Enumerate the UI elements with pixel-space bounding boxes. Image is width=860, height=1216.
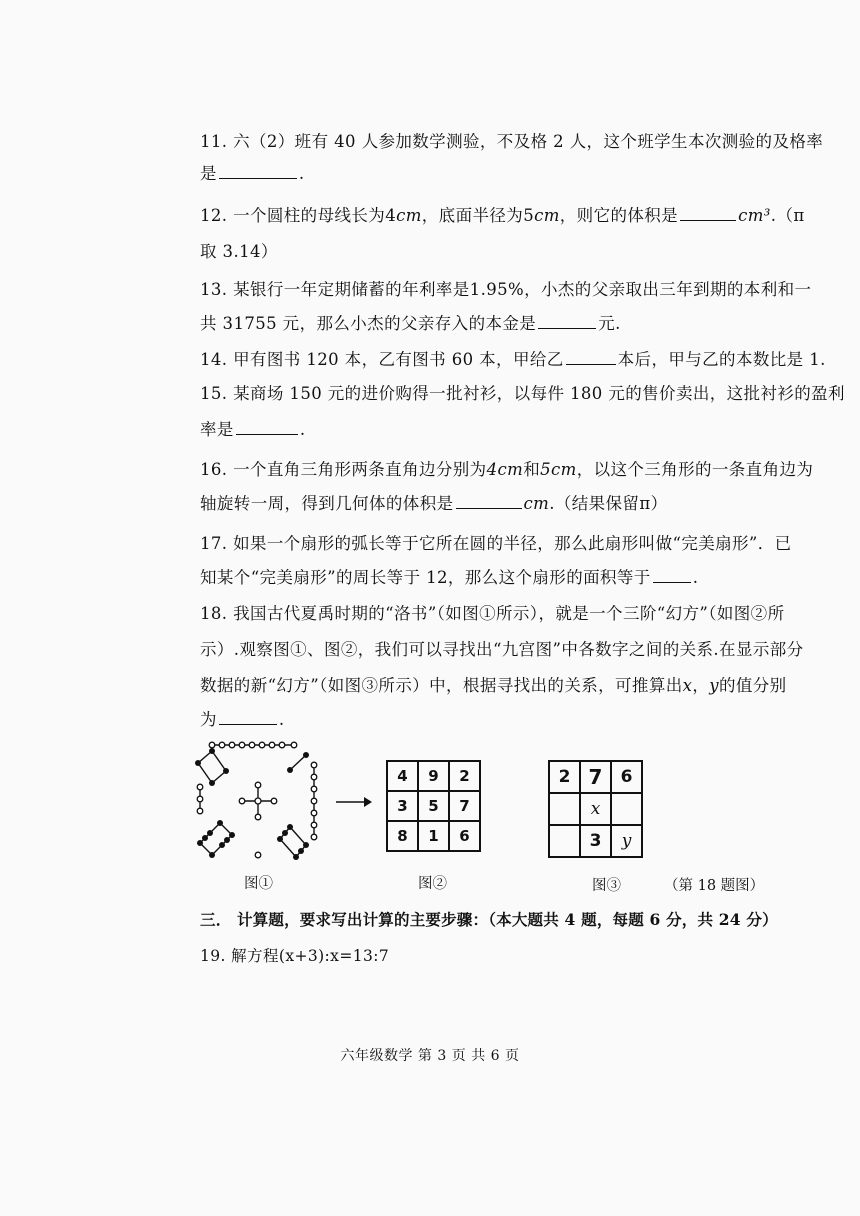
q18-var-x: x (682, 676, 693, 695)
grid-cell-x: x (580, 793, 611, 825)
grid-row (549, 825, 642, 857)
grid-cell: 7 (449, 791, 480, 821)
q12-mid: ，底面半径为 (421, 206, 524, 225)
q15-answer-blank (236, 418, 298, 436)
q14-answer-blank (566, 348, 616, 366)
q14-suffix: 本后，甲与乙的本数比是 1. (617, 350, 826, 369)
q12-prefix: 12. 一个圆柱的母线长为 (200, 206, 386, 225)
q16-and: 和 (523, 460, 541, 479)
q12-value1: 4 (385, 206, 397, 225)
q17-line2 (200, 564, 698, 588)
grid-cell: 6 (449, 821, 480, 851)
q11-answer-blank (219, 162, 297, 180)
magic-square-figure3 (548, 760, 643, 858)
q13-suffix: 元. (598, 314, 621, 333)
q15-suffix: . (299, 420, 306, 439)
q16-answer-blank (456, 492, 522, 510)
q16-leg2: 5cm (540, 460, 577, 479)
q17-prefix: 知某个“完美扇形”的周长等于 12，那么这个扇形的面积等于 (200, 568, 651, 587)
q15-line2 (200, 416, 305, 440)
q16-postfix: ，以这个三角形的一条直角边为 (576, 460, 814, 479)
grid-cell-y: y (611, 825, 642, 857)
grid-row (549, 793, 642, 825)
q13-line2 (200, 310, 621, 334)
q18-suffix: . (278, 710, 285, 729)
q16-line2 (200, 490, 667, 514)
grid-cell (549, 793, 580, 825)
q14-line (200, 346, 826, 370)
grid-row (387, 791, 480, 821)
q18-comma: ， (692, 676, 710, 695)
q18-line1: 18. 我国古代夏禹时期的“洛书”（如图①所示），就是一个三阶“幻方”（如图②所 (200, 604, 785, 623)
q12-line1 (200, 202, 805, 226)
q15-prefix: 率是 (200, 420, 234, 439)
grid-cell (611, 793, 642, 825)
q12-unit2: cm (534, 206, 560, 225)
luoshu-open-dots (197, 742, 317, 858)
luoshu-filled-dots (195, 748, 309, 860)
grid-cell: 8 (387, 821, 418, 851)
q16-prefix: 16. 一个直角三角形两条直角边分别为 (200, 460, 487, 479)
q14-prefix: 14. 甲有图书 120 本，乙有图书 60 本，甲给乙 (200, 350, 564, 369)
q16-suffix: .（结果保留π） (549, 494, 668, 513)
q13-answer-blank (538, 312, 596, 330)
q12-unit1: cm (396, 206, 422, 225)
q16-prefix2: 轴旋转一周，得到几何体的体积是 (200, 494, 454, 513)
q12-postfix: ，则它的体积是 (559, 206, 679, 225)
page-footer: 六年级数学 第 3 页 共 6 页 (340, 1048, 520, 1064)
section3-heading: 三． 计算题，要求写出计算的主要步骤：（本大题共 4 题，每题 6 分，共 24 分） (200, 910, 778, 929)
q17-answer-blank (653, 566, 691, 584)
grid-cell: 3 (387, 791, 418, 821)
grid-cell: 6 (611, 761, 642, 793)
grid-cell: 9 (418, 761, 449, 791)
grid-cell: 2 (449, 761, 480, 791)
q17-line1: 17. 如果一个扇形的弧长等于它所在圆的半径，那么此扇形叫做“完美扇形”．已 (200, 534, 792, 553)
q16-leg1: 4cm (486, 460, 524, 479)
figure-note: （第 18 题图） (664, 878, 765, 894)
q18-var-y: y (709, 676, 719, 695)
grid-cell: 4 (387, 761, 418, 791)
q15-line1: 15. 某商场 150 元的进价购得一批衬衫，以每件 180 元的售价卖出，这批衬衫的盈利 (200, 384, 845, 403)
grid-cell (549, 825, 580, 857)
arrow-right-icon (334, 795, 374, 809)
q12-tail: .（π (770, 206, 805, 225)
luoshu-diagram (190, 735, 330, 865)
q18-prefix: 数据的新“幻方”（如图③所示）中，根据寻找出的关系，可推算出 (200, 676, 683, 695)
grid-cell: 5 (418, 791, 449, 821)
q11-suffix: . (298, 164, 305, 183)
q18-line3 (200, 672, 787, 696)
q12-answer-blank (680, 204, 736, 222)
q13-prefix: 共 31755 元，那么小杰的父亲存入的本金是 (200, 314, 537, 333)
figure2-caption: 图② (418, 876, 447, 892)
q16-line1 (200, 456, 813, 480)
q12-volume-unit: cm³ (738, 206, 771, 225)
figure1-caption: 图① (244, 876, 273, 892)
q16-unit: cm (523, 494, 550, 513)
q18-answer-blank (219, 708, 277, 726)
grid-row (549, 761, 642, 793)
grid-cell: 3 (580, 825, 611, 857)
q11-line1: 11. 六（2）班有 40 人参加数学测验，不及格 2 人，这个班学生本次测验的及格率 (200, 132, 824, 151)
grid-row (387, 761, 480, 791)
q11-prefix: 是 (200, 164, 217, 183)
q12-value2: 5 (523, 206, 535, 225)
grid-row (387, 821, 480, 851)
q11-line2 (200, 160, 305, 184)
grid-cell: 2 (549, 761, 580, 793)
q18-line4 (200, 706, 285, 730)
grid-cell: 7 (580, 761, 611, 793)
q18-line2: 示）.观察图①、图②，我们可以寻找出“九宫图”中各数字之间的关系.在显示部分 (200, 640, 804, 659)
q12-line2: 取 3.14） (200, 242, 278, 261)
q17-suffix: . (692, 568, 699, 587)
q18-prefix2: 为 (200, 710, 217, 729)
q18-postfix: 的值分别 (718, 676, 787, 695)
grid-cell: 1 (418, 821, 449, 851)
magic-square-figure2 (386, 760, 481, 852)
figure3-caption: 图③ (592, 878, 621, 894)
q19-text: 19. 解方程(x+3):x=13:7 (200, 947, 390, 965)
q13-line1: 13. 某银行一年定期储蓄的年利率是1.95%，小杰的父亲取出三年到期的本利和一 (200, 280, 812, 299)
